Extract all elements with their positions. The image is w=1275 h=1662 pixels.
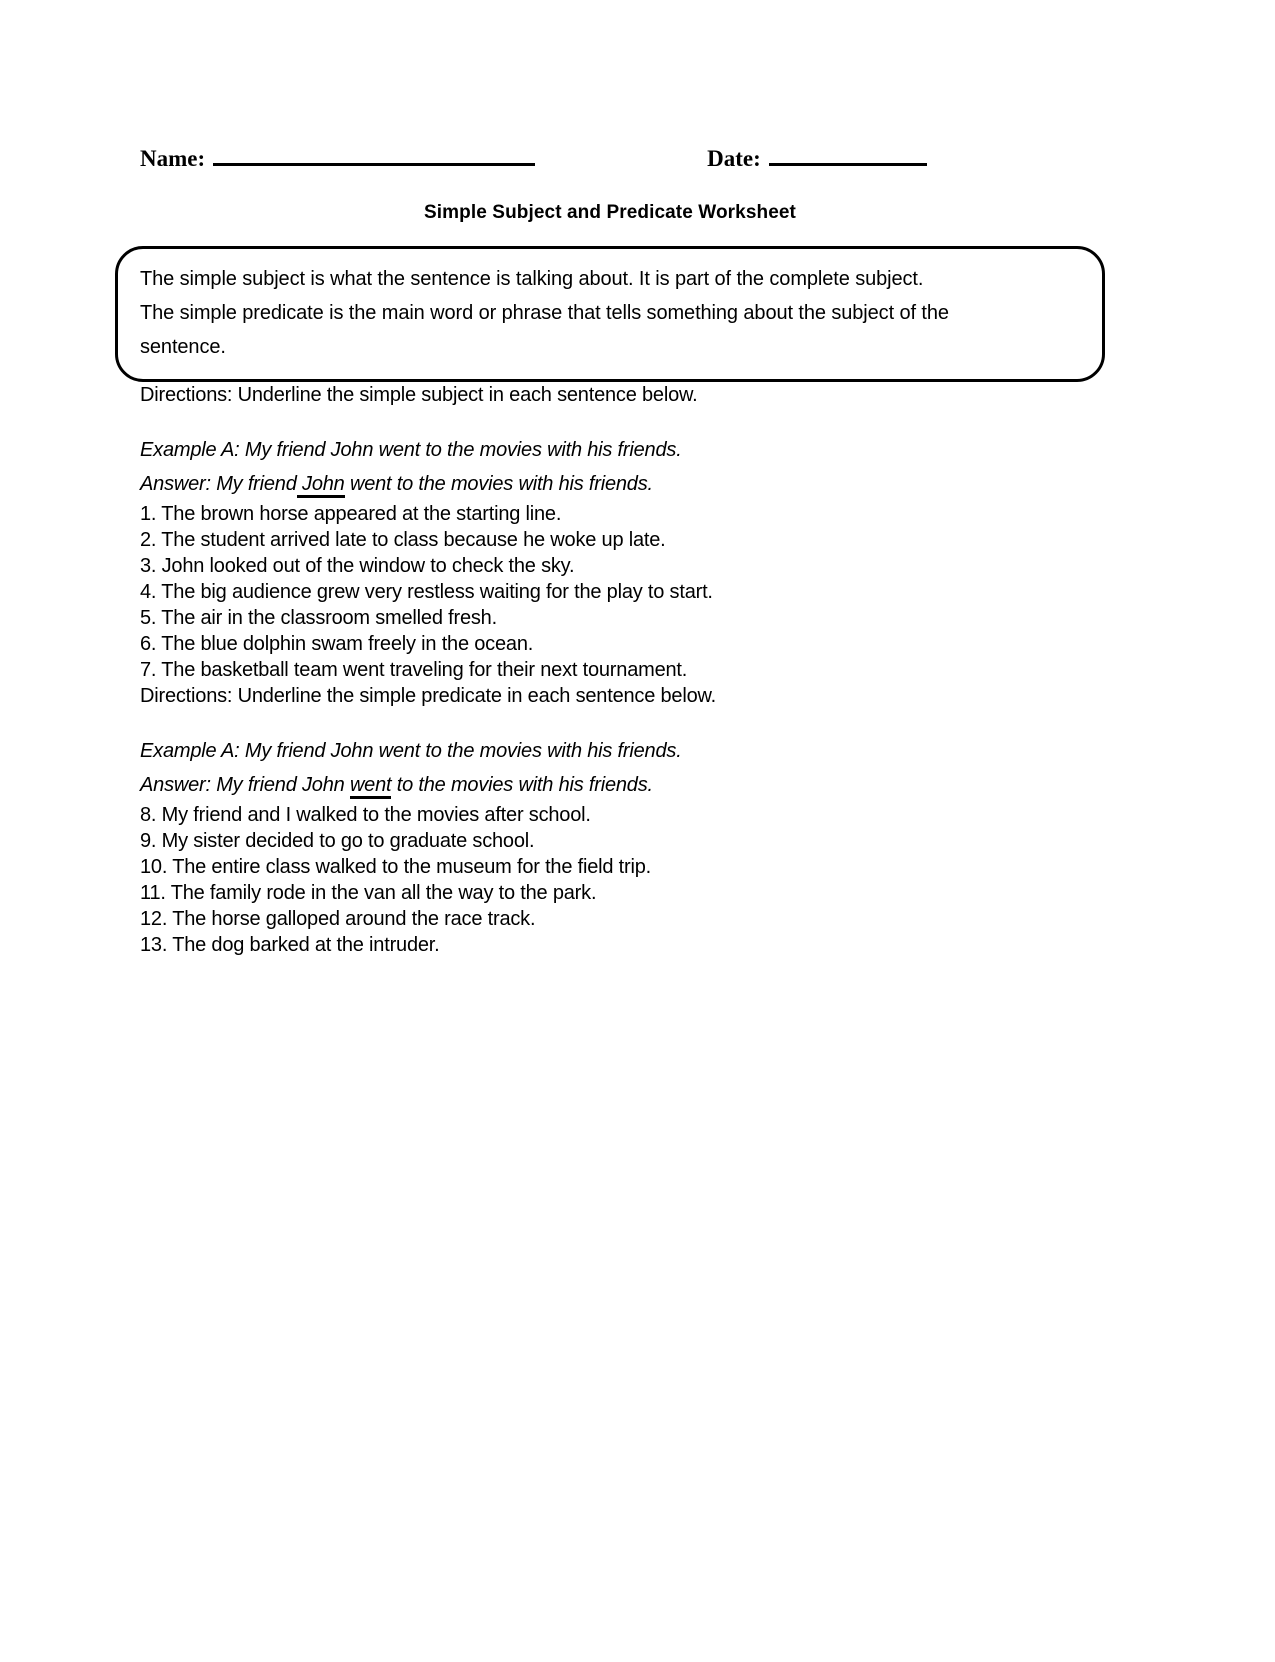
date-label: Date:: [707, 146, 761, 171]
name-blank-line: [213, 146, 535, 166]
answer-text-before: Answer: My friend: [140, 473, 297, 495]
sentence-item: 3. John looked out of the window to check the sky.: [140, 555, 575, 577]
definition-box: [115, 246, 1105, 382]
definition-line-2: The simple predicate is the main word or phrase that tells something about the subject of the sentence.: [140, 302, 949, 358]
example-line: Example A: My friend John went to the movies with his friends.: [140, 439, 682, 461]
sentence-item: 11. The family rode in the van all the way to the park.: [140, 882, 597, 904]
sentence-item: 8. My friend and I walked to the movies after school.: [140, 804, 591, 826]
worksheet-body: [140, 382, 1135, 958]
example-block-subject: [140, 433, 1135, 501]
sentence-item: 2. The student arrived late to class because he woke up late.: [140, 529, 666, 551]
date-blank-line: [769, 146, 927, 166]
directions-simple-predicate: Directions: Underline the simple predicate in each sentence below.: [140, 685, 717, 707]
sentence-item: 6. The blue dolphin swam freely in the ocean.: [140, 633, 534, 655]
sentence-item: 7. The basketball team went traveling for their next tournament.: [140, 659, 688, 681]
sentence-item: 9. My sister decided to go to graduate school.: [140, 830, 535, 852]
answer-text-after: to the movies with his friends.: [391, 774, 653, 796]
answer-text-after: went to the movies with his friends.: [344, 473, 653, 495]
answer-underlined-word: went: [350, 774, 391, 799]
sentence-item: 5. The air in the classroom smelled fresh.: [140, 607, 497, 629]
sentence-item: 13. The dog barked at the intruder.: [140, 934, 440, 956]
definition-line-1: The simple subject is what the sentence is talking about. It is part of the complete subject.: [140, 268, 924, 290]
answer-line: [140, 768, 1135, 802]
example-block-predicate: [140, 734, 1135, 802]
sentence-item: 1. The brown horse appeared at the starting line.: [140, 503, 562, 525]
example-line: Example A: My friend John went to the movies with his friends.: [140, 740, 682, 762]
answer-text-before: Answer: My friend John: [140, 774, 350, 796]
answer-line: [140, 467, 1135, 501]
name-label: Name:: [140, 146, 206, 171]
sentence-item: 4. The big audience grew very restless waiting for the play to start.: [140, 581, 713, 603]
header: [140, 0, 1135, 172]
sentence-item: 12. The horse galloped around the race track.: [140, 908, 536, 930]
page-title: Simple Subject and Predicate Worksheet: [424, 202, 796, 223]
directions-simple-subject: Directions: Underline the simple subject in each sentence below.: [140, 384, 698, 406]
answer-underlined-word: John: [297, 473, 345, 498]
sentence-item: 10. The entire class walked to the museum for the field trip.: [140, 856, 652, 878]
